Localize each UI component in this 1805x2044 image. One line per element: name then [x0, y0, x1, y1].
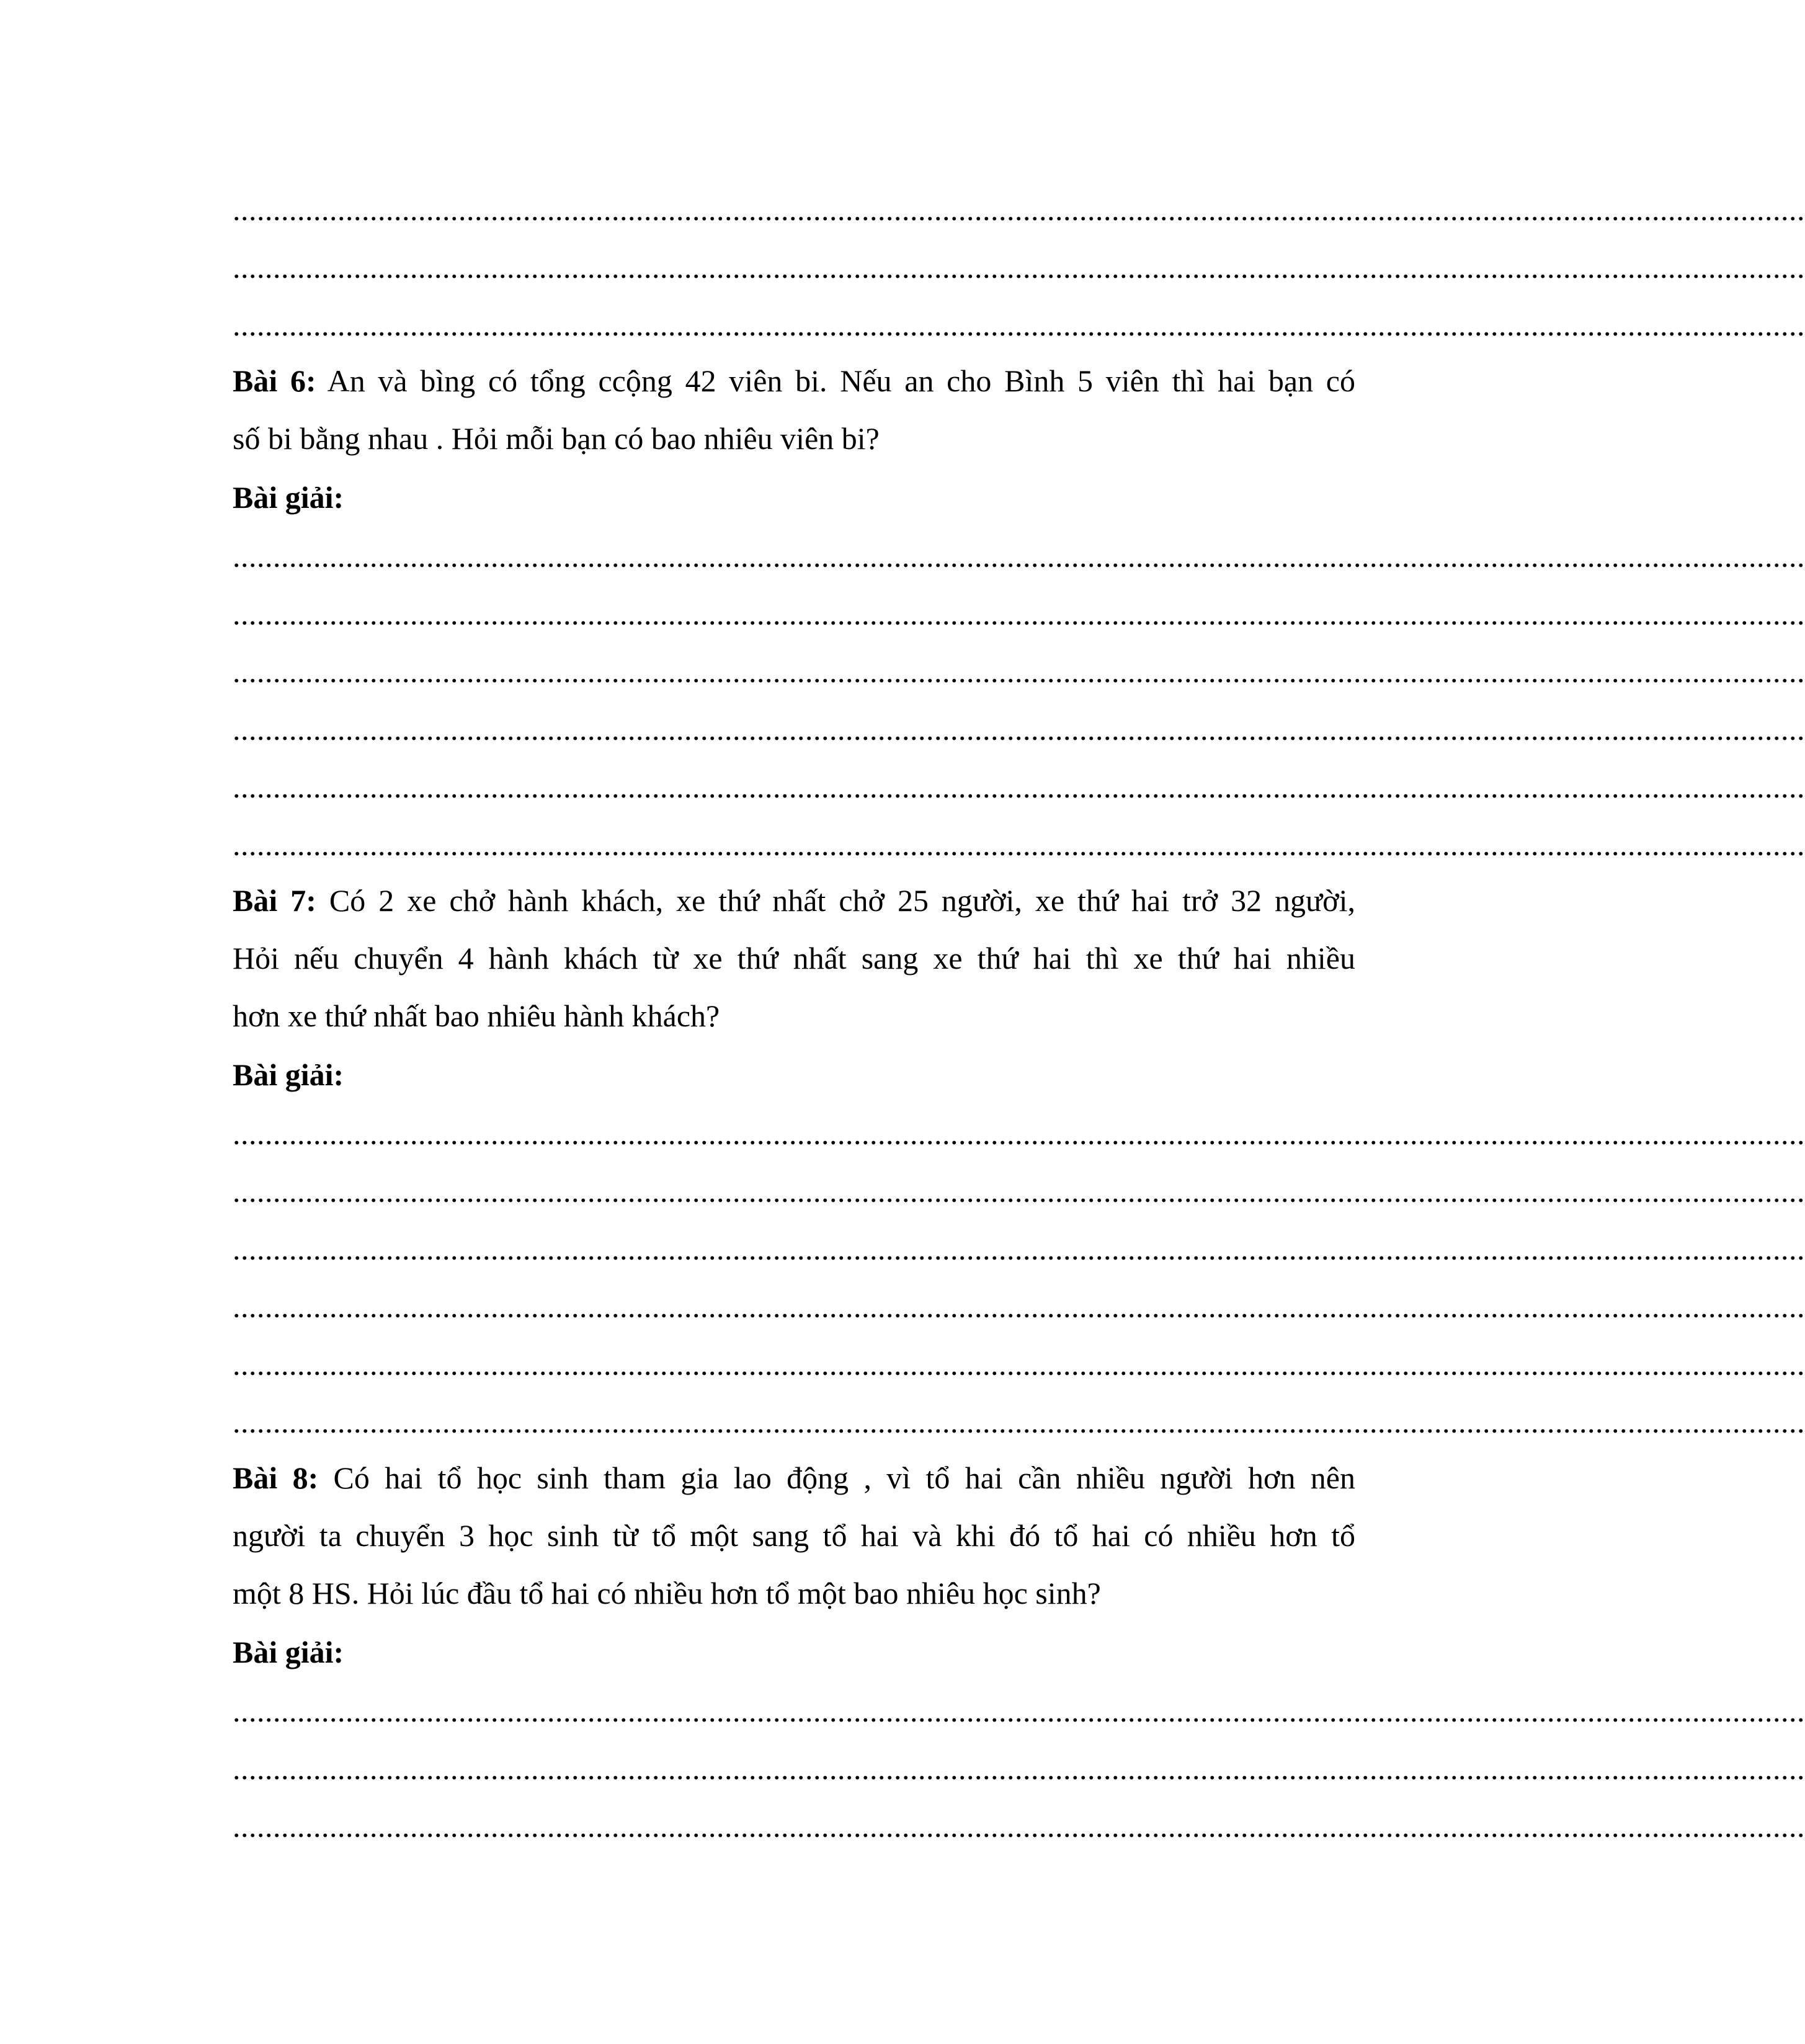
- answer-line: ...................................................................................................................................................................................................: [233, 654, 1805, 689]
- problem-7: [233, 872, 1355, 1045]
- answer-line: ...................................................................................................................................................................................................: [233, 1751, 1805, 1786]
- problem-7-line-1: Bài 7: Có 2 xe chở hành khách, xe thứ nhất chở 25 người, xe thứ hai trở 32 người,: [233, 883, 1355, 918]
- problem-8-solution-label: Bài giải:: [233, 1635, 344, 1669]
- problem-6-line-2: số bi bằng nhau . Hỏi mỗi bạn có bao nhiêu viên bi?: [233, 421, 880, 456]
- answer-line: ...................................................................................................................................................................................................: [233, 1116, 1805, 1151]
- problem-8-line-2: người ta chuyển 3 học sinh từ tổ một sang tổ hai và khi đó tổ hai có nhiều hơn tổ: [233, 1518, 1355, 1553]
- problem-7-line-3: hơn xe thứ nhất bao nhiêu hành khách?: [233, 998, 720, 1033]
- problem-8: [233, 1449, 1355, 1622]
- answer-line: ...................................................................................................................................................................................................: [233, 250, 1805, 285]
- answer-line: ...................................................................................................................................................................................................: [233, 192, 1805, 227]
- answer-line: ...................................................................................................................................................................................................: [233, 827, 1805, 862]
- answer-line: ...................................................................................................................................................................................................: [233, 712, 1805, 747]
- problem-6-line-1: Bài 6: An và bìng có tổng ccộng 42 viên bi. Nếu an cho Bình 5 viên thì hai bạn có: [233, 363, 1355, 398]
- problem-7-line-2: Hỏi nếu chuyển 4 hành khách từ xe thứ nhất sang xe thứ hai thì xe thứ hai nhiều: [233, 941, 1355, 975]
- problem-7-heading: Bài 7:: [233, 883, 316, 918]
- answer-line: ...................................................................................................................................................................................................: [233, 1405, 1805, 1439]
- answer-line: ...................................................................................................................................................................................................: [233, 1232, 1805, 1266]
- answer-line: ...................................................................................................................................................................................................: [233, 1347, 1805, 1382]
- answer-line: ...................................................................................................................................................................................................: [233, 597, 1805, 631]
- problem-8-heading: Bài 8:: [233, 1460, 319, 1495]
- answer-line: ...................................................................................................................................................................................................: [233, 308, 1805, 342]
- answer-line: ...................................................................................................................................................................................................: [233, 539, 1805, 574]
- problem-8-line-3: một 8 HS. Hỏi lúc đầu tổ hai có nhiều hơn tổ một bao nhiêu học sinh?: [233, 1576, 1101, 1611]
- problem-6: [233, 352, 1355, 468]
- answer-line: ...................................................................................................................................................................................................: [233, 1809, 1805, 1844]
- answer-line: ...................................................................................................................................................................................................: [233, 770, 1805, 804]
- answer-line: ...................................................................................................................................................................................................: [233, 1174, 1805, 1209]
- problem-6-heading: Bài 6:: [233, 363, 316, 398]
- problem-6-solution-label: Bài giải:: [233, 480, 344, 515]
- problem-7-solution-label: Bài giải:: [233, 1057, 344, 1092]
- answer-line: ...................................................................................................................................................................................................: [233, 1694, 1805, 1728]
- problem-8-line-1: Bài 8: Có hai tổ học sinh tham gia lao động , vì tổ hai cần nhiều người hơn nên: [233, 1460, 1355, 1495]
- answer-line: ...................................................................................................................................................................................................: [233, 1289, 1805, 1324]
